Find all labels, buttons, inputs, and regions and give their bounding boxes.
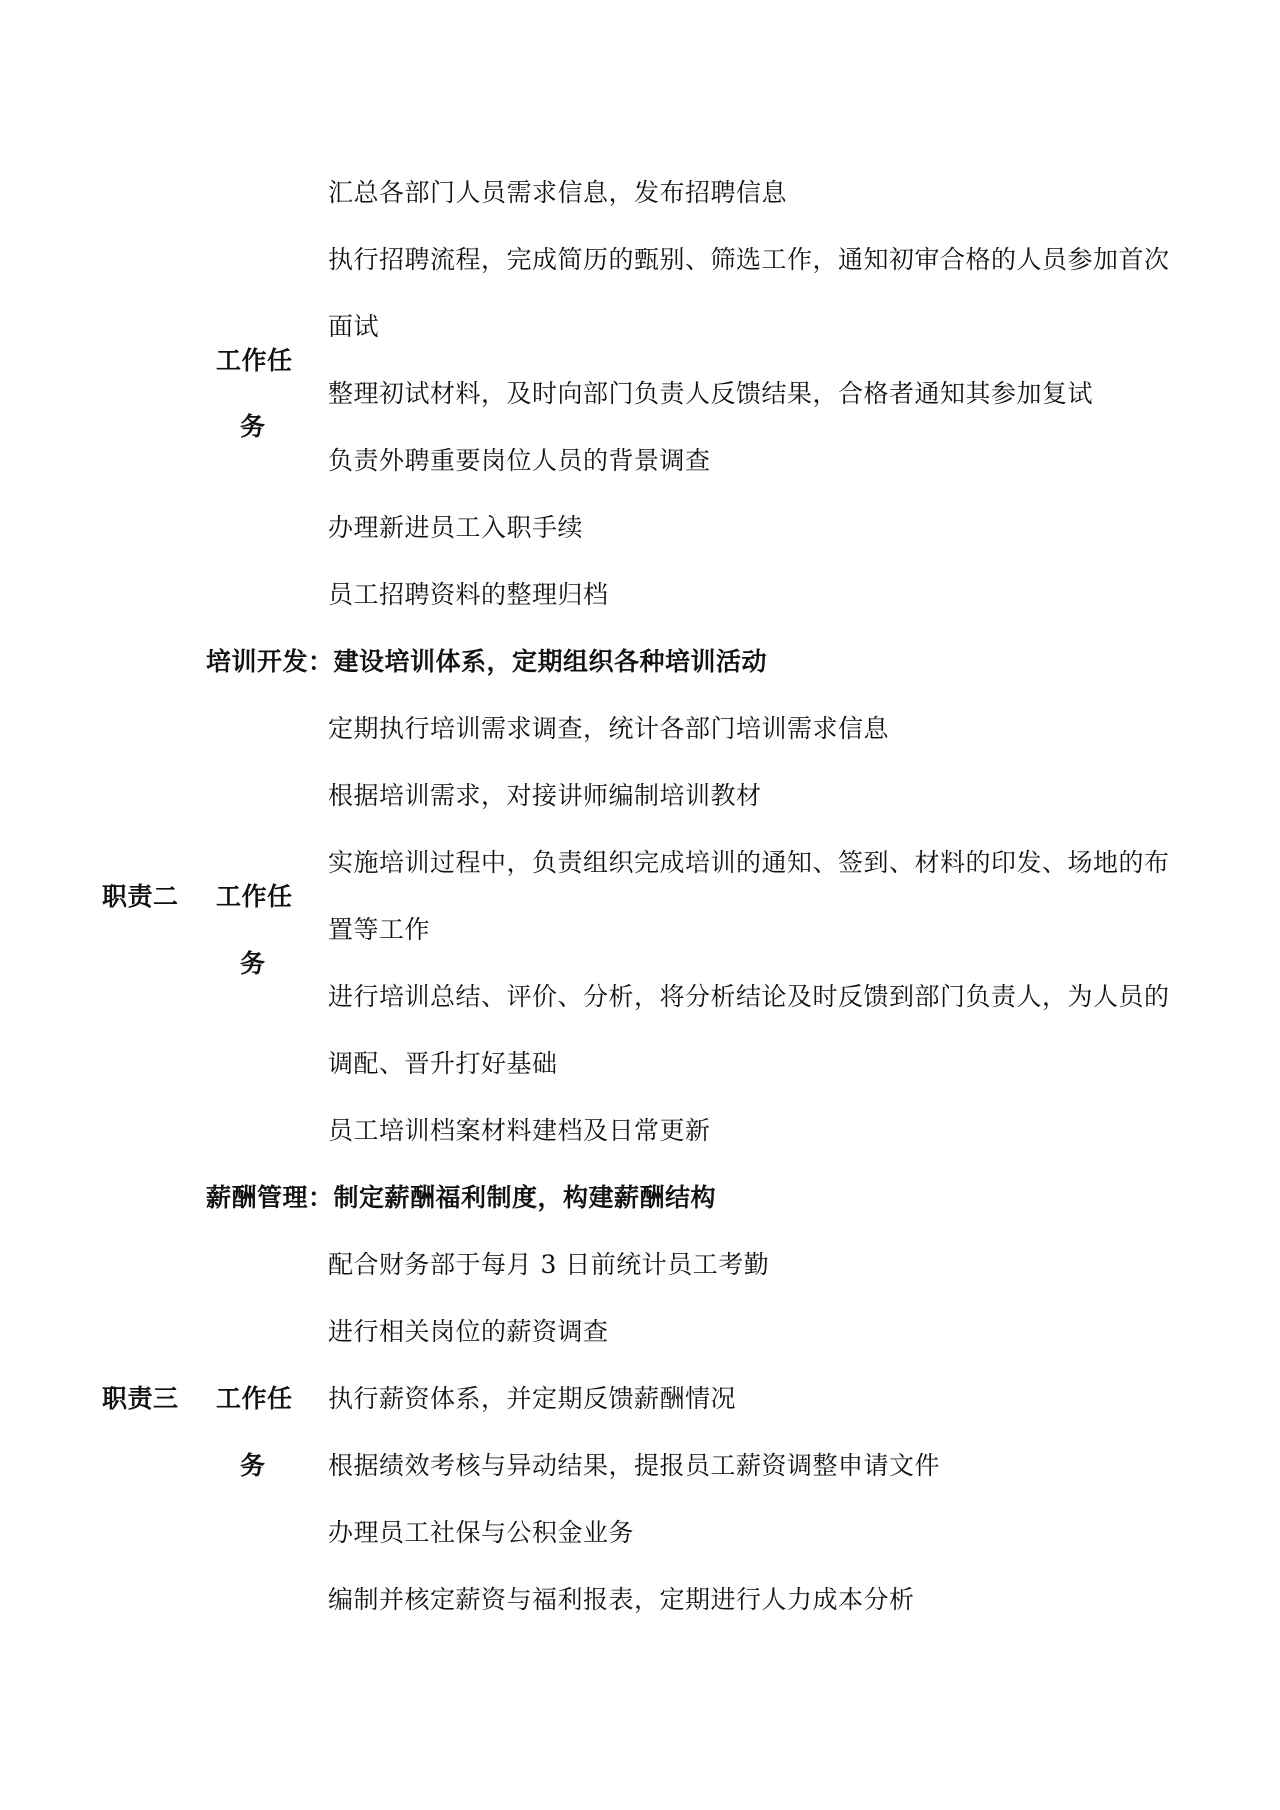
section-heading: 培训开发：建设培训体系，定期组织各种培训活动 — [206, 647, 768, 676]
duty-label: 职责二 — [102, 882, 179, 911]
task-item: 员工培训档案材料建档及日常更新 — [328, 1116, 711, 1145]
task-item: 实施培训过程中，负责组织完成培训的通知、签到、材料的印发、场地的布 — [328, 848, 1170, 877]
task-item: 面试 — [328, 312, 380, 341]
task-label: 工作任 — [216, 882, 293, 911]
task-item: 定期执行培训需求调查，统计各部门培训需求信息 — [328, 714, 890, 743]
task-item: 办理新进员工入职手续 — [328, 513, 584, 542]
task-item: 员工招聘资料的整理归档 — [328, 580, 609, 609]
task-item: 根据绩效考核与异动结果，提报员工薪资调整申请文件 — [328, 1451, 941, 1480]
duty-label: 职责三 — [102, 1384, 179, 1413]
task-item: 办理员工社保与公积金业务 — [328, 1518, 635, 1547]
section-heading: 薪酬管理：制定薪酬福利制度，构建薪酬结构 — [206, 1183, 717, 1212]
task-item: 进行相关岗位的薪资调查 — [328, 1317, 609, 1346]
task-label: 务 — [240, 1451, 266, 1480]
task-label: 务 — [240, 949, 266, 978]
task-item: 根据培训需求，对接讲师编制培训教材 — [328, 781, 762, 810]
task-item: 置等工作 — [328, 915, 431, 944]
task-label: 工作任 — [216, 346, 293, 375]
task-item: 进行培训总结、评价、分析，将分析结论及时反馈到部门负责人，为人员的 — [328, 982, 1170, 1011]
task-label: 务 — [240, 412, 266, 441]
task-item: 编制并核定薪资与福利报表，定期进行人力成本分析 — [328, 1585, 915, 1614]
task-item: 执行招聘流程，完成简历的甄别、筛选工作，通知初审合格的人员参加首次 — [328, 245, 1170, 274]
task-label: 工作任 — [216, 1384, 293, 1413]
task-item: 汇总各部门人员需求信息，发布招聘信息 — [328, 178, 788, 207]
task-item: 配合财务部于每月 3 日前统计员工考勤 — [328, 1250, 770, 1279]
task-item: 调配、晋升打好基础 — [328, 1049, 558, 1078]
task-item: 执行薪资体系，并定期反馈薪酬情况 — [328, 1384, 737, 1413]
task-item: 整理初试材料，及时向部门负责人反馈结果，合格者通知其参加复试 — [328, 379, 1094, 408]
task-item: 负责外聘重要岗位人员的背景调查 — [328, 446, 711, 475]
